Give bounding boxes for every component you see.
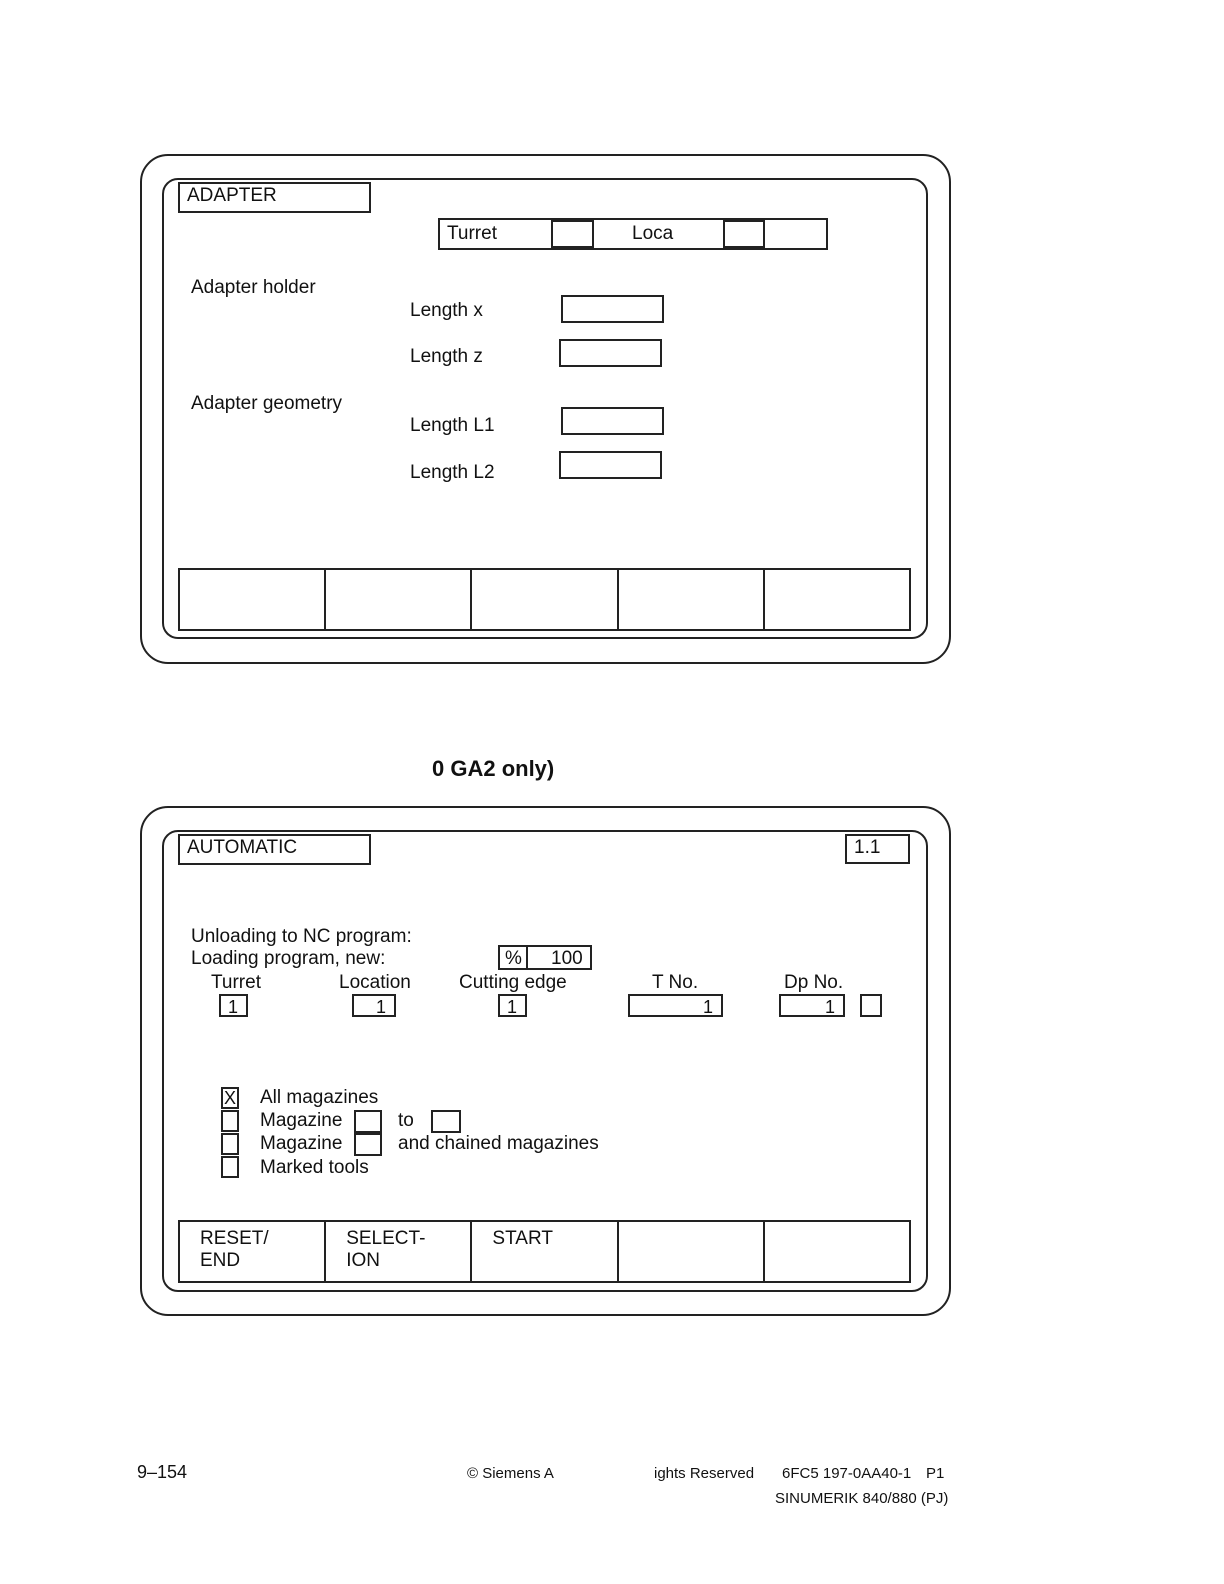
selection-softkey[interactable]: SELECT- ION — [326, 1222, 472, 1281]
rights-reserved: ights Reserved — [654, 1465, 755, 1482]
page-indicator: 1.1 — [845, 834, 910, 864]
percent-divider — [526, 945, 528, 970]
magazine-range-checkbox[interactable] — [221, 1110, 239, 1132]
length-l1-field[interactable] — [561, 407, 664, 435]
marked-tools-checkbox[interactable] — [221, 1156, 239, 1178]
location-label: Loca — [632, 223, 674, 244]
length-z-field[interactable] — [559, 339, 662, 367]
length-x-label: Length x — [410, 300, 483, 321]
turret-field[interactable] — [551, 220, 594, 248]
automatic-softkey-4[interactable] — [619, 1222, 765, 1281]
magazine-chained-label: Magazine — [260, 1133, 343, 1154]
to-label: to — [398, 1110, 414, 1131]
turret-label: Turret — [447, 223, 497, 244]
adapter-softkey-3[interactable] — [472, 570, 618, 629]
percent-value: 100 — [551, 948, 583, 969]
copyright: © Siemens A — [467, 1465, 554, 1482]
start-softkey[interactable]: START — [472, 1222, 618, 1281]
t-no-column-label: T No. — [652, 972, 699, 993]
adapter-title: ADAPTER — [178, 182, 371, 213]
magazine-chained-field[interactable] — [354, 1133, 382, 1156]
automatic-softkey-bar — [178, 1220, 911, 1283]
length-l1-label: Length L1 — [410, 415, 495, 436]
location-value-field[interactable]: 1 — [352, 994, 396, 1017]
turret-column-label: Turret — [211, 972, 261, 993]
adapter-softkey-5[interactable] — [765, 570, 909, 629]
adapter-softkey-4[interactable] — [619, 570, 765, 629]
adapter-softkey-2[interactable] — [326, 570, 472, 629]
marked-tools-label: Marked tools — [260, 1157, 369, 1178]
unloading-label: Unloading to NC program: — [191, 926, 412, 947]
automatic-softkey-5[interactable] — [765, 1222, 909, 1281]
magazine-chained-checkbox[interactable] — [221, 1133, 239, 1155]
all-magazines-label: All magazines — [260, 1087, 379, 1108]
magazine-from-field[interactable] — [354, 1110, 382, 1133]
location-column-label: Location — [339, 972, 411, 993]
length-x-field[interactable] — [561, 295, 664, 323]
automatic-title: AUTOMATIC — [178, 834, 371, 865]
all-magazines-checkbox[interactable]: X — [221, 1087, 239, 1109]
loading-label: Loading program, new: — [191, 948, 386, 969]
magazine-to-field[interactable] — [431, 1110, 461, 1133]
cutting-edge-column-label: Cutting edge — [459, 972, 567, 993]
doc-number: 6FC5 197-0AA40-1 — [782, 1465, 912, 1482]
adapter-holder-label: Adapter holder — [191, 277, 316, 298]
edition: P1 — [926, 1465, 945, 1482]
dp-no-extra-checkbox[interactable] — [860, 994, 882, 1017]
length-l2-field[interactable] — [559, 451, 662, 479]
reset-end-softkey[interactable]: RESET/ END — [180, 1222, 326, 1281]
dp-no-column-label: Dp No. — [784, 972, 844, 993]
section-heading: 0 GA2 only) — [432, 756, 555, 781]
length-l2-label: Length L2 — [410, 462, 495, 483]
adapter-softkey-1[interactable] — [180, 570, 326, 629]
page-number: 9–154 — [137, 1462, 188, 1482]
cutting-edge-value-field[interactable]: 1 — [498, 994, 527, 1017]
adapter-geometry-label: Adapter geometry — [191, 393, 343, 414]
turret-value-field[interactable]: 1 — [219, 994, 248, 1017]
percent-symbol: % — [505, 948, 522, 969]
product-name: SINUMERIK 840/880 (PJ) — [775, 1490, 949, 1507]
dp-no-value-field[interactable]: 1 — [779, 994, 845, 1017]
t-no-value-field[interactable]: 1 — [628, 994, 723, 1017]
magazine-range-label: Magazine — [260, 1110, 343, 1131]
location-field[interactable] — [723, 220, 765, 248]
chained-magazines-label: and chained magazines — [398, 1133, 599, 1154]
adapter-softkey-bar — [178, 568, 911, 631]
length-z-label: Length z — [410, 346, 483, 367]
